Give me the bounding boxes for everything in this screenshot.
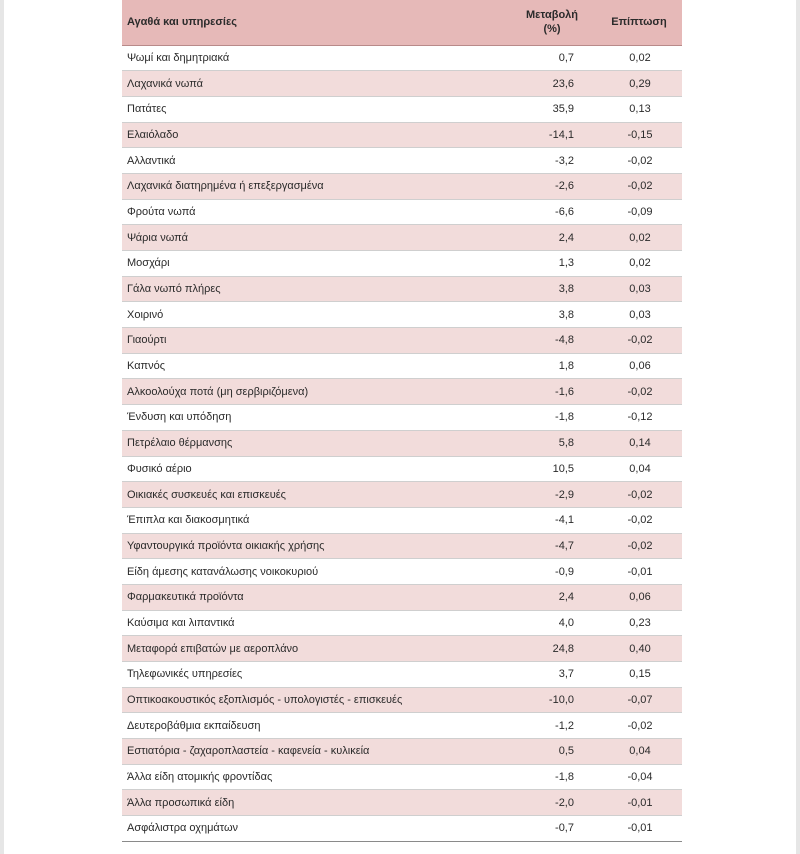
impact-cell: -0,02 bbox=[602, 379, 682, 405]
impact-cell: -0,02 bbox=[602, 713, 682, 739]
change-percent-cell: -2,9 bbox=[492, 482, 602, 508]
table-body bbox=[122, 45, 682, 841]
header-goods-services: Αγαθά και υπηρεσίες bbox=[122, 0, 492, 45]
table-row bbox=[122, 122, 682, 148]
table-row bbox=[122, 764, 682, 790]
change-percent-cell: -3,2 bbox=[492, 148, 602, 174]
table-row bbox=[122, 662, 682, 688]
change-percent-cell: 0,7 bbox=[492, 45, 602, 71]
item-name-cell: Καπνός bbox=[122, 353, 492, 379]
table-row bbox=[122, 559, 682, 585]
impact-cell: -0,02 bbox=[602, 173, 682, 199]
table-row bbox=[122, 482, 682, 508]
item-name-cell: Άλλα είδη ατομικής φροντίδας bbox=[122, 764, 492, 790]
change-percent-cell: -2,0 bbox=[492, 790, 602, 816]
table-row bbox=[122, 148, 682, 174]
impact-cell: -0,01 bbox=[602, 816, 682, 842]
impact-cell: -0,02 bbox=[602, 507, 682, 533]
impact-cell: -0,02 bbox=[602, 533, 682, 559]
change-percent-cell: -1,2 bbox=[492, 713, 602, 739]
table-row bbox=[122, 636, 682, 662]
change-percent-cell: 3,7 bbox=[492, 662, 602, 688]
impact-cell: 0,03 bbox=[602, 276, 682, 302]
item-name-cell: Οπτικοακουστικός εξοπλισμός - υπολογιστές - επισκευές bbox=[122, 687, 492, 713]
table-header bbox=[122, 0, 682, 45]
item-name-cell: Πατάτες bbox=[122, 96, 492, 122]
item-name-cell: Καύσιμα και λιπαντικά bbox=[122, 610, 492, 636]
change-percent-cell: 10,5 bbox=[492, 456, 602, 482]
change-percent-cell: -0,7 bbox=[492, 816, 602, 842]
table-row bbox=[122, 405, 682, 431]
item-name-cell: Ψωμί και δημητριακά bbox=[122, 45, 492, 71]
change-percent-cell: 24,8 bbox=[492, 636, 602, 662]
change-percent-cell: 0,5 bbox=[492, 739, 602, 765]
header-change-unit: (%) bbox=[543, 23, 561, 36]
impact-cell: 0,15 bbox=[602, 662, 682, 688]
change-percent-cell: 35,9 bbox=[492, 96, 602, 122]
item-name-cell: Χοιρινό bbox=[122, 302, 492, 328]
change-percent-cell: 3,8 bbox=[492, 302, 602, 328]
table-row bbox=[122, 790, 682, 816]
change-percent-cell: -1,8 bbox=[492, 764, 602, 790]
impact-cell: 0,06 bbox=[602, 584, 682, 610]
impact-cell: 0,04 bbox=[602, 739, 682, 765]
change-percent-cell: -4,1 bbox=[492, 507, 602, 533]
table-row bbox=[122, 45, 682, 71]
viewer-left-edge bbox=[0, 0, 4, 854]
impact-cell: 0,02 bbox=[602, 225, 682, 251]
header-change-label: Μεταβολή bbox=[525, 9, 579, 22]
table-row bbox=[122, 302, 682, 328]
item-name-cell: Πετρέλαιο θέρμανσης bbox=[122, 430, 492, 456]
change-percent-cell: -1,8 bbox=[492, 405, 602, 431]
item-name-cell: Φυσικό αέριο bbox=[122, 456, 492, 482]
item-name-cell: Εστιατόρια - ζαχαροπλαστεία - καφενεία - κυλικεία bbox=[122, 739, 492, 765]
table-row bbox=[122, 816, 682, 842]
item-name-cell: Ψάρια νωπά bbox=[122, 225, 492, 251]
item-name-cell: Δευτεροβάθμια εκπαίδευση bbox=[122, 713, 492, 739]
impact-cell: -0,02 bbox=[602, 482, 682, 508]
impact-cell: 0,03 bbox=[602, 302, 682, 328]
table-row bbox=[122, 430, 682, 456]
table-row bbox=[122, 251, 682, 277]
impact-cell: 0,04 bbox=[602, 456, 682, 482]
table-row bbox=[122, 96, 682, 122]
item-name-cell: Άλλα προσωπικά είδη bbox=[122, 790, 492, 816]
table-row bbox=[122, 225, 682, 251]
document-page bbox=[122, 0, 682, 842]
change-percent-cell: -0,9 bbox=[492, 559, 602, 585]
change-percent-cell: 5,8 bbox=[492, 430, 602, 456]
item-name-cell: Ελαιόλαδο bbox=[122, 122, 492, 148]
impact-cell: -0,04 bbox=[602, 764, 682, 790]
item-name-cell: Γάλα νωπό πλήρες bbox=[122, 276, 492, 302]
item-name-cell: Αλλαντικά bbox=[122, 148, 492, 174]
item-name-cell: Οικιακές συσκευές και επισκευές bbox=[122, 482, 492, 508]
table-row bbox=[122, 276, 682, 302]
change-percent-cell: 1,8 bbox=[492, 353, 602, 379]
table-row bbox=[122, 328, 682, 354]
impact-cell: -0,01 bbox=[602, 790, 682, 816]
impact-cell: -0,12 bbox=[602, 405, 682, 431]
item-name-cell: Τηλεφωνικές υπηρεσίες bbox=[122, 662, 492, 688]
item-name-cell: Λαχανικά νωπά bbox=[122, 71, 492, 97]
table-row bbox=[122, 507, 682, 533]
header-impact: Επίπτωση bbox=[602, 0, 682, 45]
impact-cell: 0,02 bbox=[602, 251, 682, 277]
change-percent-cell: -14,1 bbox=[492, 122, 602, 148]
item-name-cell: Μοσχάρι bbox=[122, 251, 492, 277]
item-name-cell: Έπιπλα και διακοσμητικά bbox=[122, 507, 492, 533]
table-row bbox=[122, 71, 682, 97]
change-percent-cell: -10,0 bbox=[492, 687, 602, 713]
item-name-cell: Φρούτα νωπά bbox=[122, 199, 492, 225]
change-percent-cell: -4,7 bbox=[492, 533, 602, 559]
change-percent-cell: 1,3 bbox=[492, 251, 602, 277]
item-name-cell: Λαχανικά διατηρημένα ή επεξεργασμένα bbox=[122, 173, 492, 199]
impact-cell: -0,01 bbox=[602, 559, 682, 585]
impact-cell: 0,23 bbox=[602, 610, 682, 636]
table-row bbox=[122, 456, 682, 482]
change-percent-cell: 2,4 bbox=[492, 584, 602, 610]
item-name-cell: Υφαντουργικά προϊόντα οικιακής χρήσης bbox=[122, 533, 492, 559]
item-name-cell: Φαρμακευτικά προϊόντα bbox=[122, 584, 492, 610]
impact-cell: 0,06 bbox=[602, 353, 682, 379]
change-percent-cell: -6,6 bbox=[492, 199, 602, 225]
item-name-cell: Ασφάλιστρα οχημάτων bbox=[122, 816, 492, 842]
table-row bbox=[122, 610, 682, 636]
table-row bbox=[122, 687, 682, 713]
impact-cell: -0,02 bbox=[602, 328, 682, 354]
impact-cell: 0,02 bbox=[602, 45, 682, 71]
change-percent-cell: 4,0 bbox=[492, 610, 602, 636]
impact-cell: 0,29 bbox=[602, 71, 682, 97]
change-percent-cell: 3,8 bbox=[492, 276, 602, 302]
item-name-cell: Γιαούρτι bbox=[122, 328, 492, 354]
item-name-cell: Μεταφορά επιβατών με αεροπλάνο bbox=[122, 636, 492, 662]
item-name-cell: Είδη άμεσης κατανάλωσης νοικοκυριού bbox=[122, 559, 492, 585]
table-row bbox=[122, 713, 682, 739]
impact-cell: -0,15 bbox=[602, 122, 682, 148]
table-row bbox=[122, 173, 682, 199]
impact-cell: -0,02 bbox=[602, 148, 682, 174]
item-name-cell: Ένδυση και υπόδηση bbox=[122, 405, 492, 431]
change-percent-cell: 23,6 bbox=[492, 71, 602, 97]
table-row bbox=[122, 739, 682, 765]
change-percent-cell: -4,8 bbox=[492, 328, 602, 354]
table-row bbox=[122, 584, 682, 610]
header-row bbox=[122, 0, 682, 45]
impact-cell: 0,14 bbox=[602, 430, 682, 456]
table-row bbox=[122, 353, 682, 379]
change-percent-cell: 2,4 bbox=[492, 225, 602, 251]
change-percent-cell: -1,6 bbox=[492, 379, 602, 405]
impact-cell: -0,09 bbox=[602, 199, 682, 225]
impact-cell: 0,13 bbox=[602, 96, 682, 122]
viewer-right-edge bbox=[796, 0, 800, 854]
goods-services-table bbox=[122, 0, 682, 842]
impact-cell: -0,07 bbox=[602, 687, 682, 713]
change-percent-cell: -2,6 bbox=[492, 173, 602, 199]
table-row bbox=[122, 533, 682, 559]
table-row bbox=[122, 199, 682, 225]
table-row bbox=[122, 379, 682, 405]
header-change-percent bbox=[492, 0, 602, 45]
impact-cell: 0,40 bbox=[602, 636, 682, 662]
item-name-cell: Αλκοολούχα ποτά (μη σερβιριζόμενα) bbox=[122, 379, 492, 405]
